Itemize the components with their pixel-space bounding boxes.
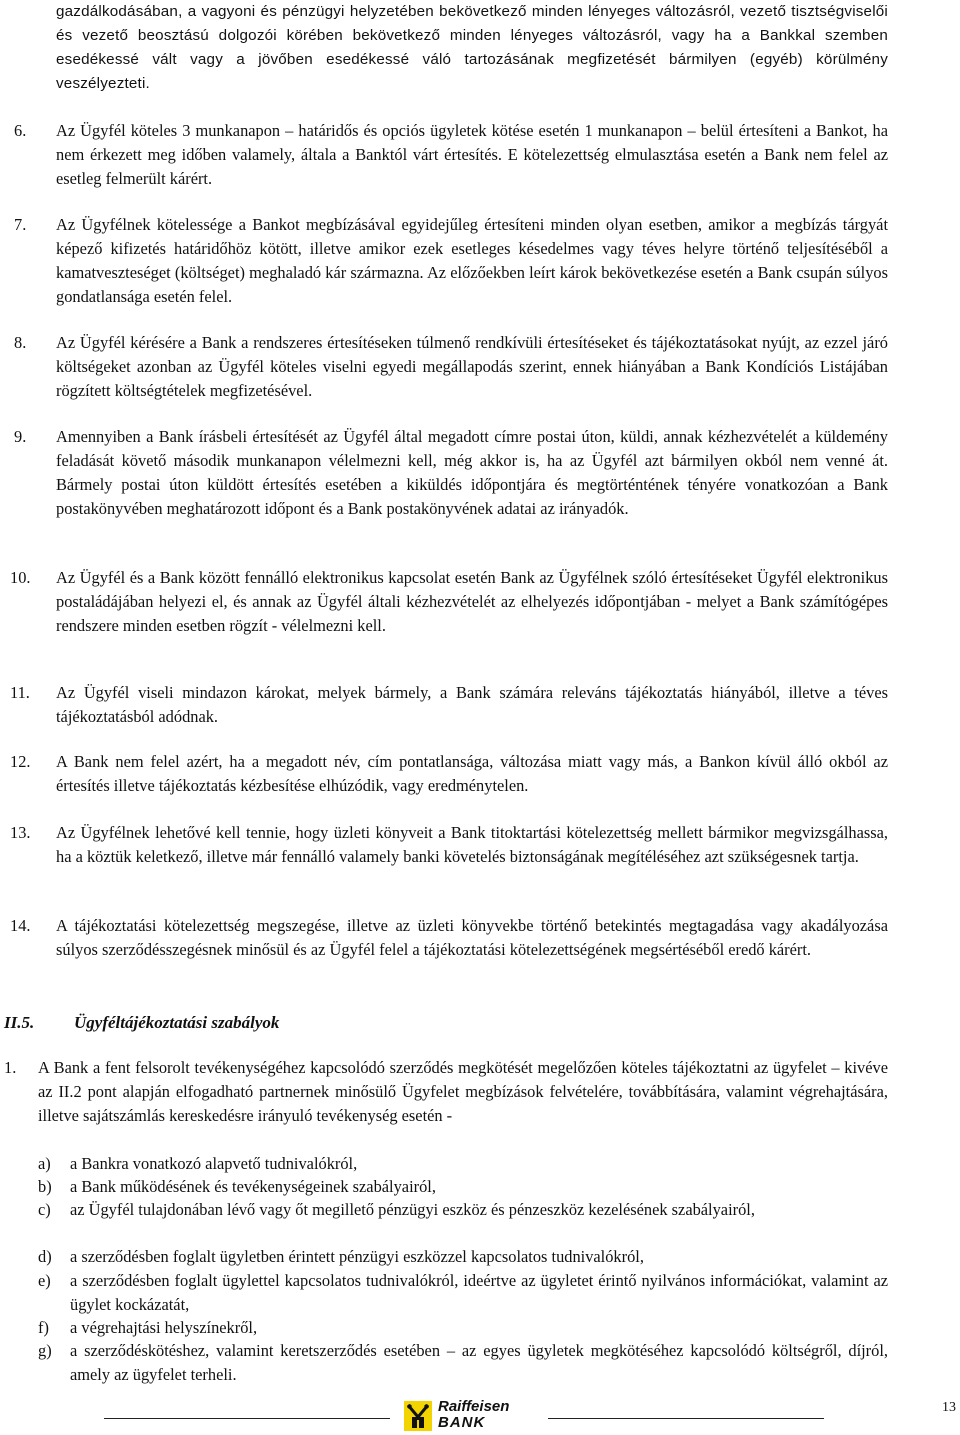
item-number: 12. (10, 752, 31, 771)
sub-item-letter: g) (38, 1341, 52, 1360)
item-text: A tájékoztatási kötelezettség megszegése, illetve az üzleti könyvekbe történő betekintés megtagadása vagy akadályozása súlyos szerződésszegésnek minősül és az Ügyfél felel a tájékoztatási kötelezettségének megsértéséből eredő kárért. (56, 916, 888, 959)
logo-brand-line1: Raiffeisen (438, 1398, 510, 1415)
logo-brand-line2: BANK (438, 1414, 486, 1431)
item-number: 11. (10, 683, 30, 702)
sub-item-text: a végrehajtási helyszínekről, (70, 1318, 258, 1337)
item-text: Az Ügyfél viseli mindazon károkat, melyek bármely, a Bank számára releváns tájékoztatás hiányából, illetve a téves tájékoztatásból adódnak. (56, 683, 888, 726)
sub-item-letter: c) (38, 1200, 51, 1219)
sub-item-d (38, 1245, 888, 1269)
sub-item-letter: b) (38, 1177, 52, 1196)
sub-item-letter: d) (38, 1247, 52, 1266)
list-item-14 (10, 914, 888, 962)
point-text: A Bank a fent felsorolt tevékenységéhez kapcsolódó szerződés megkötését megelőzően köteles tájékoztatni az ügyfelet – kivéve az II.2 pont alapján elfogadható partnernek minősülő Ügyfelet megbízások felvételére, továbbítására, valamint végrehajtására, illetve sajátszámlás kereskedésre irányuló tevékenység esetén - (38, 1058, 888, 1125)
sub-item-text: az Ügyfél tulajdonában lévő vagy őt megillető pénzügyi eszköz és pénzeszköz kezelésének szabályairól, (70, 1200, 755, 1219)
sub-item-text: a szerződésben foglalt ügyletben érintett pénzügyi eszközzel kapcsolatos tudnivalókról, (70, 1247, 644, 1266)
crossed-gables-icon (404, 1401, 432, 1431)
point-1 (4, 1056, 888, 1128)
sub-item-text: a Bank működésének és tevékenységeinek szabályairól, (70, 1177, 436, 1196)
sub-item-g (38, 1339, 888, 1387)
list-item-10 (10, 566, 888, 638)
item-text: Az Ügyfél köteles 3 munkanapon – határidős és opciós ügyletek kötése esetén 1 munkanapon – belül értesíteni a Bankot, ha nem érkezett meg időben valamely, általa a Banktól várt értesítés. E kötelezettség elmulasztása esetén a Bank nem felel az esetleg felmerült kárért. (56, 121, 888, 188)
item-text: Az Ügyfélnek kötelessége a Bankot megbízásával egyidejűleg értesíteni minden olyan esetben, amikor a megbízás tárgyát képező kifizetés határidőhöz kötött, illetve amikor ezek esetleges késedelmes vagy téves helyre történő teljesítéséből a kamatveszteséget (költséget) meghaladó kár származna. Az előzőekben leírt károk bekövetkezése esetén a Bank csupán súlyos gondatlansága esetén felel. (56, 215, 888, 306)
list-item-8 (10, 331, 888, 403)
footer-rule-right (548, 1418, 824, 1419)
sub-item-letter: f) (38, 1318, 49, 1337)
list-item-6 (10, 119, 888, 191)
sub-item-a (38, 1152, 888, 1176)
sub-item-text: a szerződéskötéshez, valamint keretszerződés esetében – az egyes ügyletek megkötéséhez kapcsolódó költségről, díjról, amely az ügyfelet terheli. (70, 1341, 888, 1384)
raiffeisen-bank-logo (404, 1399, 534, 1435)
item-text: Az Ügyfélnek lehetővé kell tennie, hogy üzleti könyveit a Bank titoktartási kötelezettség mellett bármikor megvizsgálhassa, ha a köztük keletkező, illetve már fennálló valamely banki követelés biztonságának megítéléséhez azt szükségesnek tartja. (56, 823, 888, 866)
footer-rule-left (104, 1418, 390, 1419)
item-text: Amennyiben a Bank írásbeli értesítését az Ügyfél által megadott címre postai úton, küldi, annak kézhezvételét a küldemény feladását követő második munkanapon vélelmezni kell, még akkor is, ha az Ügyfél azt bármilyen okból nem venné át. Bármely postai úton küldött értesítés esetében a kiküldés időpontjára és megtörténtének tényére vonatkozóan a Bank postakönyvében meghatározott időpont és a Bank postakönyvének adatai az irányadók. (56, 427, 888, 518)
sub-item-letter: a) (38, 1154, 51, 1173)
item-number: 7. (14, 215, 27, 234)
list-item-12 (10, 750, 888, 798)
page-number: 13 (942, 1400, 956, 1415)
section-title: Ügyféltájékoztatási szabályok (74, 1013, 280, 1032)
sub-item-b (38, 1175, 888, 1199)
item-number: 13. (10, 823, 31, 842)
item-number: 9. (14, 427, 27, 446)
item-number: 6. (14, 121, 27, 140)
sub-item-letter: e) (38, 1271, 51, 1290)
list-item-9 (10, 425, 888, 521)
list-item-13 (10, 821, 888, 869)
item-text: Az Ügyfél kérésére a Bank a rendszeres értesítéseken túlmenő rendkívüli értesítéseket és tájékoztatásokat nyújt, az ezzel járó költségeket azonban az Ügyfél köteles viselni egyedi megállapodás szerint, ennek hiányában a Bank Kondíciós Listájában rögzített költségtételek megfizetésével. (56, 333, 888, 400)
sub-item-c (38, 1198, 888, 1222)
item-number: 10. (10, 568, 31, 587)
sub-item-text: a szerződésben foglalt ügylettel kapcsolatos tudnivalókról, ideértve az ügyletet érintő nyilvános információkat, valamint az ügylet kockázatát, (70, 1271, 888, 1314)
item-text: Az Ügyfél és a Bank között fennálló elektronikus kapcsolat esetén Bank az Ügyfélnek szóló értesítéseket Ügyfél elektronikus postaládájában helyezi el, és annak az Ügyfél általi kézhezvételét az elhelyezés időpontjában - melyet a Bank számítógépes rendszere minden esetben rögzít - vélelmezni kell. (56, 568, 888, 635)
item-number: 14. (10, 916, 31, 935)
list-item-7 (10, 213, 888, 309)
list-item-11 (10, 681, 888, 729)
point-number: 1. (4, 1058, 17, 1077)
section-number: II.5. (4, 1013, 35, 1032)
item-text: A Bank nem felel azért, ha a megadott név, cím pontatlansága, változása miatt vagy más, a Bankon kívül álló okból az értesítés illetve tájékoztatás kézbesítése elhúzódik, vagy eredménytelen. (56, 752, 888, 795)
intro-paragraph: gazdálkodásában, a vagyoni és pénzügyi helyzetében bekövetkező minden lényeges változásról, vezető tisztségviselői és vezető beosztású dolgozói körében bekövetkező minden lényeges változásról, vagy ha a Bankkal szemben esedékessé vált vagy a jövőben esedékessé váló tartozásának megfizetését bármilyen (egyéb) körülmény veszélyezteti. (56, 3, 888, 92)
sub-item-e (38, 1269, 888, 1317)
sub-item-f (38, 1316, 888, 1340)
item-number: 8. (14, 333, 27, 352)
sub-item-text: a Bankra vonatkozó alapvető tudnivalókról, (70, 1154, 358, 1173)
